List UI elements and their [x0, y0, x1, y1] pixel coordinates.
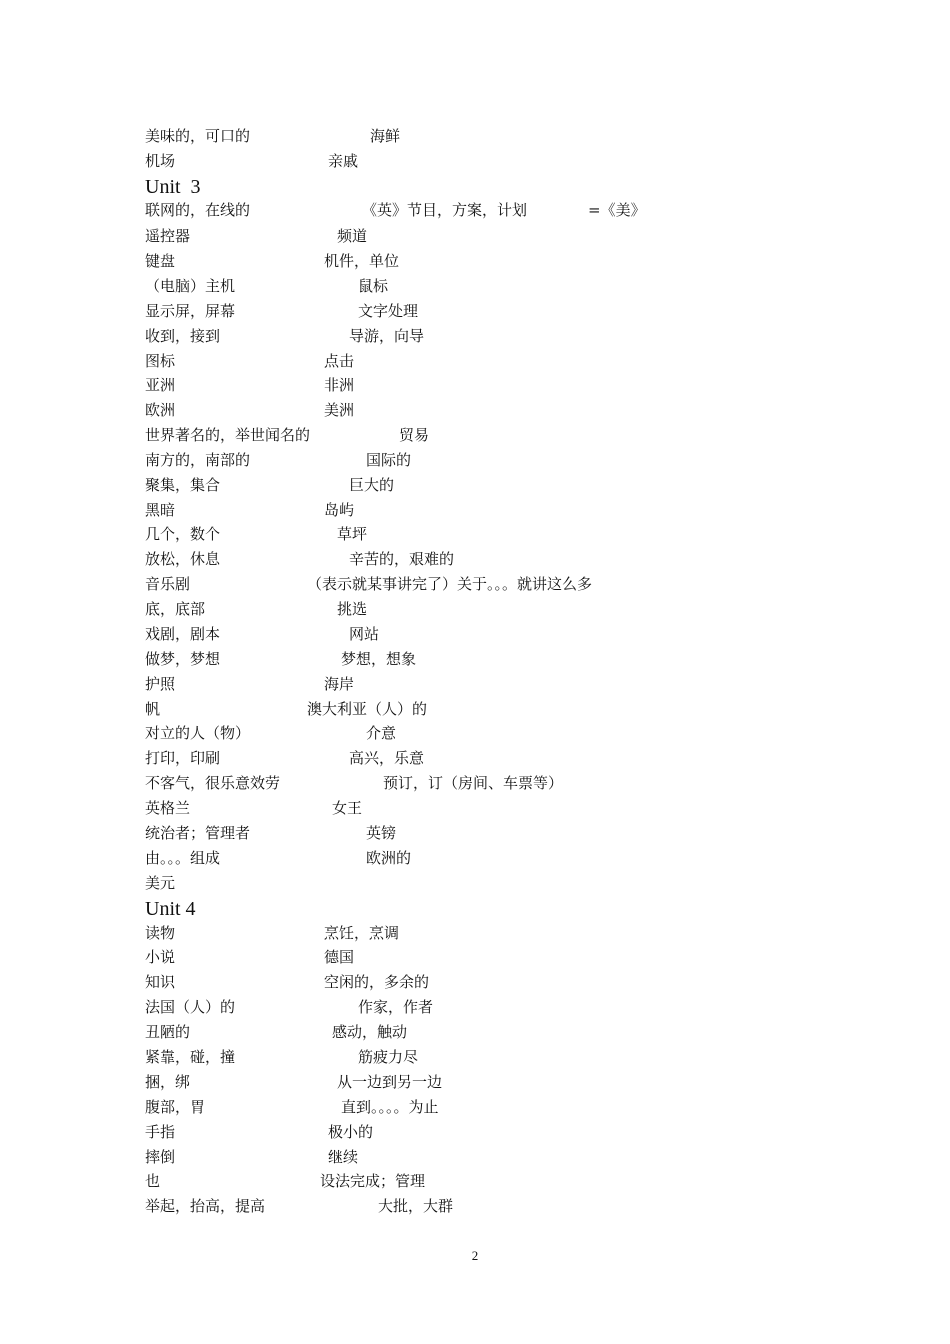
vocab-term-right: 美洲 — [324, 401, 355, 419]
vocab-term-left: 捆，绑 — [145, 1073, 191, 1091]
vocab-term-right: 作家，作者 — [358, 998, 434, 1016]
vocab-term-right: 亲戚 — [328, 152, 359, 170]
vocab-term-left: 戏剧，剧本 — [145, 625, 221, 643]
vocab-term-left: 键盘 — [145, 252, 176, 270]
vocab-term-right: 贸易 — [399, 426, 430, 444]
vocab-term-right: 继续 — [328, 1148, 359, 1166]
vocab-term-right: 非洲 — [324, 376, 355, 394]
vocab-term-right: 《英》节目，方案，计划 — [362, 201, 528, 219]
vocab-term-right: 频道 — [337, 227, 368, 245]
vocab-term-left: 世界著名的，举世闻名的 — [145, 426, 311, 444]
vocab-term-right: 感动，触动 — [332, 1023, 408, 1041]
vocab-term-left: 几个，数个 — [145, 525, 221, 543]
vocab-term-right: 烹饪，烹调 — [324, 924, 400, 942]
vocab-term-left: 小说 — [145, 948, 176, 966]
vocab-term-left: 打印，印刷 — [145, 749, 221, 767]
vocab-term-right: 欧洲的 — [366, 849, 412, 867]
page-number: 2 — [471, 1248, 479, 1263]
vocab-term-right: 筋疲力尽 — [358, 1048, 419, 1066]
vocab-term-left: 显示屏，屏幕 — [145, 302, 236, 320]
vocab-term-left: 统治者；管理者 — [145, 824, 251, 842]
vocab-term-right: 点击 — [324, 352, 355, 370]
vocab-term-right: 澳大利亚（人）的 — [307, 700, 428, 718]
vocab-term-right: 英镑 — [366, 824, 397, 842]
vocab-term-left: 丑陋的 — [145, 1023, 191, 1041]
vocab-term-left: 图标 — [145, 352, 176, 370]
vocab-term-right: 从一边到另一边 — [337, 1073, 443, 1091]
vocab-term-left: 由。。。组成 — [145, 849, 221, 867]
vocab-term-left: 腹部，胃 — [145, 1098, 206, 1116]
vocab-term-left: 美味的，可口的 — [145, 127, 251, 145]
vocab-term-left: 收到，接到 — [145, 327, 221, 345]
unit-heading: Unit 3 — [145, 176, 201, 198]
vocab-term-left: 知识 — [145, 973, 176, 991]
vocab-term-left: 手指 — [145, 1123, 176, 1141]
vocab-term-right: 挑选 — [337, 600, 368, 618]
vocab-term-left: 放松，休息 — [145, 550, 221, 568]
vocab-term-left: 做梦，梦想 — [145, 650, 221, 668]
vocab-term-left: 法国（人）的 — [145, 998, 236, 1016]
vocab-term-right: 设法完成；管理 — [320, 1172, 426, 1190]
vocab-term-right: 导游，向导 — [349, 327, 425, 345]
vocab-term-left: 黑暗 — [145, 501, 176, 519]
vocab-term-right: 国际的 — [366, 451, 412, 469]
vocab-term-right: 女王 — [332, 799, 363, 817]
vocab-term-left: （电脑）主机 — [145, 277, 236, 295]
vocab-term-left: 紧靠，碰，撞 — [145, 1048, 236, 1066]
vocab-term-right: 空闲的，多余的 — [324, 973, 430, 991]
vocab-term-right: 机件，单位 — [324, 252, 400, 270]
vocab-term-left: 遥控器 — [145, 227, 191, 245]
vocab-term-left: 底，底部 — [145, 600, 206, 618]
vocab-term-right: 梦想，想象 — [341, 650, 417, 668]
vocab-term-right: 大批，大群 — [378, 1197, 454, 1215]
vocab-term-left: 对立的人（物） — [145, 724, 251, 742]
vocab-term-right: 文字处理 — [358, 302, 419, 320]
vocab-term-right: 直到。。。。为止 — [341, 1098, 439, 1116]
vocab-term-left: 英格兰 — [145, 799, 191, 817]
unit-heading: Unit 4 — [145, 898, 196, 920]
vocab-term-right: 高兴，乐意 — [349, 749, 425, 767]
vocab-term-left: 摔倒 — [145, 1148, 176, 1166]
vocab-term-left: 联网的，在线的 — [145, 201, 251, 219]
vocab-term-left: 帆 — [145, 700, 161, 718]
vocab-term-right: 海岸 — [324, 675, 355, 693]
vocab-term-right: 预订，订（房间、车票等） — [383, 774, 564, 792]
vocab-term-right: 辛苦的，艰难的 — [349, 550, 455, 568]
vocab-term-right: 岛屿 — [324, 501, 355, 519]
vocab-term-right: 网站 — [349, 625, 380, 643]
vocab-term-left: 不客气，很乐意效劳 — [145, 774, 281, 792]
vocab-term-right: 德国 — [324, 948, 355, 966]
vocab-term-left: 美元 — [145, 874, 176, 892]
vocab-term-left: 聚集，集合 — [145, 476, 221, 494]
vocab-term-right: 草坪 — [337, 525, 368, 543]
vocab-term-right: 介意 — [366, 724, 397, 742]
vocab-term-left: 亚洲 — [145, 376, 176, 394]
vocab-term-left: 也 — [145, 1172, 161, 1190]
vocab-term-left: 读物 — [145, 924, 176, 942]
vocab-term-left: 南方的，南部的 — [145, 451, 251, 469]
vocab-term-right: 巨大的 — [349, 476, 395, 494]
vocab-term-left: 机场 — [145, 152, 176, 170]
vocab-term-left: 音乐剧 — [145, 575, 191, 593]
vocab-term-left: 护照 — [145, 675, 176, 693]
vocab-term-right: （表示就某事讲完了）关于。。。就讲这么多 — [307, 575, 593, 593]
vocab-term-right: 极小的 — [328, 1123, 374, 1141]
vocab-term-right: 海鲜 — [370, 127, 401, 145]
vocab-term-right: 鼠标 — [358, 277, 389, 295]
vocab-term-left: 举起，抬高，提高 — [145, 1197, 266, 1215]
vocab-term-note: =《美》 — [588, 201, 646, 219]
vocab-term-left: 欧洲 — [145, 401, 176, 419]
